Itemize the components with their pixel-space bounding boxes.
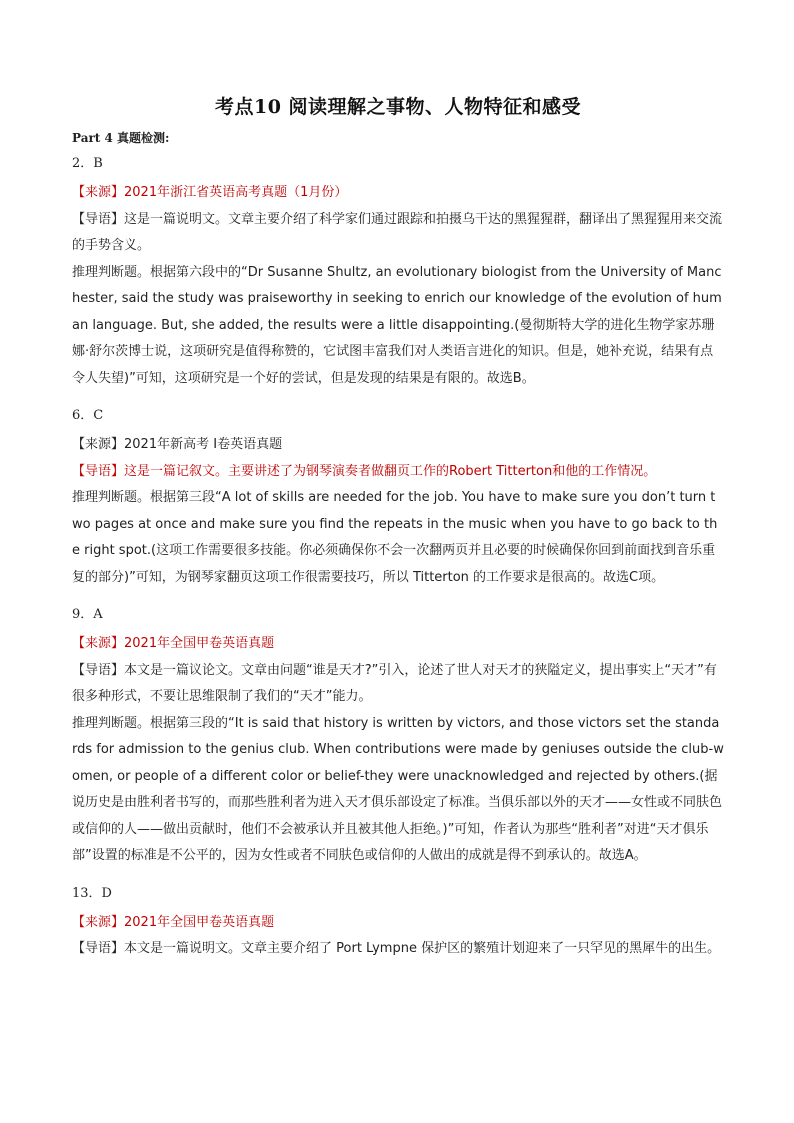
page-title: 考点10 阅读理解之事物、人物特征和感受 [214,96,582,118]
source-text: 2021年全国甲卷英语真题 [124,636,275,651]
analysis-text: 推理判断题。根据第六段中的“Dr Susanne Shultz, an evolutionary biologist from the University of Manchester, said the study was praiseworthy in seeking to enrich our knowledge of the evolution of human language. But, she added, the results were a little disappointing.(曼彻斯特大学的进化生物学家苏珊娜·舒尔茨博士说，这项研究是值得称赞的，它试图丰富我们对人类语言进化的知识。但是，她补充说，结果有点令人失望)”可知，这项研究是一个好的尝试，但是发现的结果是有限的。故选B。 [72,264,722,386]
answer-item [72,605,724,870]
guide-text: 这是一篇说明文。文章主要介绍了科学家们通过跟踪和拍摄乌干达的黑猩猩群，翻译出了黑猩猩用来交流的手势含义。 [72,211,723,253]
question-number: 9．A [72,607,103,622]
analysis-text: 推理判断题。根据第三段的“It is said that history is written by victors, and those victors set the standards for admission to the genius club. When contributions were made by geniuses outside the club-women, or people of a different color or belief-they were unacknowledged and rejected by others.(据说历史是由胜利者书写的，而那些胜利者为进入天才俱乐部设定了标准。当俱乐部以外的天才——女性或不同肤色或信仰的人——做出贡献时，他们不会被承认并且被其他人拒绝。)”可知，作者认为那些“胜利者”对进“天才俱乐部”设置的标准是不公平的，因为女性或者不同肤色或信仰的人做出的成就是得不到承认的。故选A。 [72,715,724,863]
source-tag: 【来源】 [72,185,125,200]
guide-text: 本文是一篇议论文。文章由问题“谁是天才?”引入，论述了世人对天才的狭隘定义，提出事实上“天才”有很多种形式，不要让思维限制了我们的“天才”能力。 [72,662,717,704]
source-tag: 【来源】 [72,437,125,452]
analysis-text: 推理判断题。根据第三段“A lot of skills are needed for the job. You have to make sure you don’t turn two pages at once and make sure you find the repeats in the music when you have to go back to the right spot.(这项工作需要很多技能。你必须确保你不会一次翻两页并且必要的时候确保你回到前面找到音乐重复的部分)”可知，为钢琴家翻页这项工作很需要技巧，所以 Titterton 的工作要求是很高的。故选C项。 [72,490,718,585]
answer-item [72,154,724,392]
document-page [72,92,724,977]
guide-text: 本文是一篇说明文。文章主要介绍了 Port Lympne 保护区的繁殖计划迎来了一只罕见的黑犀牛的出生。 [124,941,721,956]
source-line [72,910,724,937]
source-line [72,432,724,459]
guide-tag: 【导语】 [72,211,125,227]
guide-line [72,658,724,711]
source-tag: 【来源】 [72,914,125,930]
source-line [72,180,724,207]
source-tag: 【来源】 [72,636,125,651]
guide-tag: 【导语】 [72,941,125,956]
source-text: 2021年新高考 I卷英语真题 [124,437,283,452]
source-text: 2021年全国甲卷英语真题 [124,914,275,930]
guide-text: 这是一篇记叙文。主要讲述了为钢琴演奏者做翻页工作的Robert Titterton和他的工作情况。 [124,463,657,479]
part-heading: Part 4 真题检测: [72,131,170,145]
source-line [72,631,724,658]
guide-line [72,207,724,260]
question-number: 13．D [72,885,112,901]
guide-line [72,459,724,486]
question-number: 2．B [72,156,103,171]
question-number: 6．C [72,408,104,423]
answer-item [72,406,724,591]
guide-tag: 【导语】 [72,662,125,678]
guide-line [72,936,724,963]
answer-item [72,884,724,963]
guide-tag: 【导语】 [72,463,125,479]
source-text: 2021年浙江省英语高考真题（1月份） [124,185,348,200]
